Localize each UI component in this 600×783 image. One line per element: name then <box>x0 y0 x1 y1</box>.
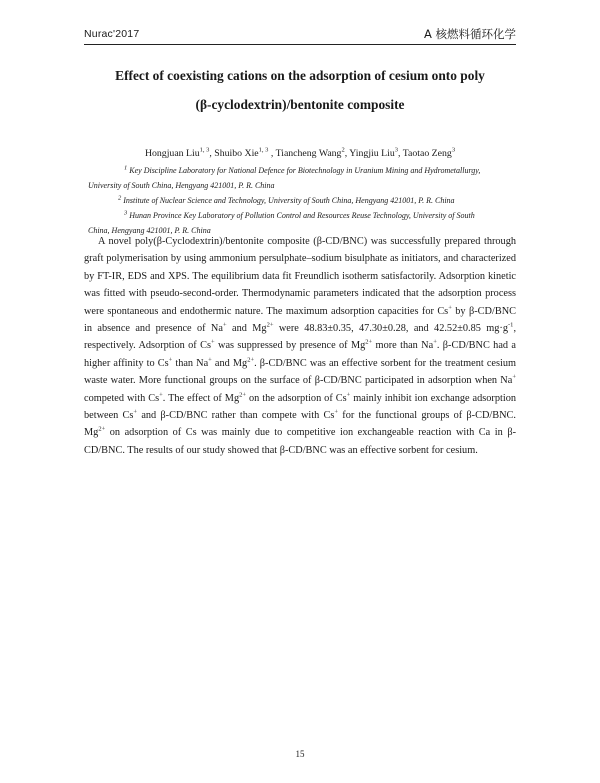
author-affiliation-mark: 2 <box>341 146 345 154</box>
conference-label: Nurac'2017 <box>84 28 140 40</box>
affiliation-text: Institute of Nuclear Science and Technology, University of South China, Hengyang 421001, P. R. China <box>123 196 455 205</box>
affiliation-number: 2 <box>118 194 122 202</box>
affiliation-text: Hunan Province Key Laboratory of Pollution Control and Resources Reuse Technology, University of South <box>129 211 475 220</box>
affiliation-1 <box>88 163 516 193</box>
affiliation-text-continued: China, Hengyang 421001, P. R. China <box>88 226 211 235</box>
author-name: Shuibo Xie <box>214 148 259 159</box>
author-affiliation-mark: 3 <box>451 146 456 154</box>
section-label: A 核燃料循环化学 <box>423 27 516 41</box>
header-rule <box>84 44 516 45</box>
affiliation-number: 1 <box>124 164 128 172</box>
page-number: 15 <box>295 749 305 759</box>
running-header <box>84 26 516 44</box>
title-line-1: Effect of coexisting cations on the adsorption of cesium onto poly <box>115 68 485 83</box>
author-affiliation-mark: 1, 3 <box>199 146 210 154</box>
affiliation-text: Key Discipline Laboratory for National Defence for Biotechnology in Uranium Mining and Hydrometallurgy, <box>129 166 481 175</box>
author-name: Taotao Zeng <box>402 148 452 159</box>
author-affiliation-mark: 1, 3 <box>258 146 269 154</box>
abstract-paragraph: A novel poly(β-Cyclodextrin)/bentonite composite (β-CD/BNC) was successfully prepared through graft polymerisation by using ammonium persulphate–sodium bisulphate as initiators, and characterized by FT-IR, EDS and XPS. The equilibrium data fit Freundlich isotherm satisfactorily. Adsorption kinetic was fitted with pseudo-second-order. Thermodynamic parameters indicated that the adsorption process were spontaneous and endothermic nature. The maximum adsorption capacities for Cs+ by β-CD/BNC in absence and presence of Na+ and $Mg^{2+}$ were 48.83±0.35, 47.30±0.28, and 42.52±0.85 $mg\cdot g^{-1}$, respectively. Adsorption of Cs+ was suppressed by presence of $Mg^{2+}$ more than Na+. β-CD/BNC had a higher affinity to Cs+ than Na+ and $Mg^{2+}$. β-CD/BNC was an effective sorbent for the treatment cesium waste water. More functional groups on the surface of β-CD/BNC participated in adsorption when Na+ competed with Cs+. The effect of $Mg^{2+}$ on the adsorption of Cs+ mainly inhibit ion exchange adsorption between Cs+ and β-CD/BNC rather than compete with Cs+ for the functional groups of β-CD/BNC. $Mg^{2+}$ on adsorption of Cs was mainly due to competitive ion exchangeable reaction with Ca in β-CD/BNC. The results of our study showed that β-CD/BNC was an effective sorbent for cesium. <box>84 236 517 456</box>
affiliation-number: 3 <box>124 209 128 217</box>
title-line-2: (β-cyclodextrin)/bentonite composite <box>195 97 405 112</box>
author-name: Hongjuan Liu <box>144 148 200 159</box>
author-list: Hongjuan Liu$^{1, 3}$, Shuibo Xie$^{1, 3}$ , Tiancheng Wang$^2$, Yingjiu Liu$^3$, Taotao Zeng$^3$ <box>144 146 456 159</box>
paper-title <box>84 61 516 119</box>
author-name: Tiancheng Wang <box>275 148 342 159</box>
affiliation-text-continued: University of South China, Hengyang 421001, P. R. China <box>88 181 275 190</box>
author-affiliation-mark: 3 <box>394 146 398 154</box>
affiliation-2 <box>118 193 516 208</box>
author-name: Yingjiu Liu <box>349 148 395 159</box>
